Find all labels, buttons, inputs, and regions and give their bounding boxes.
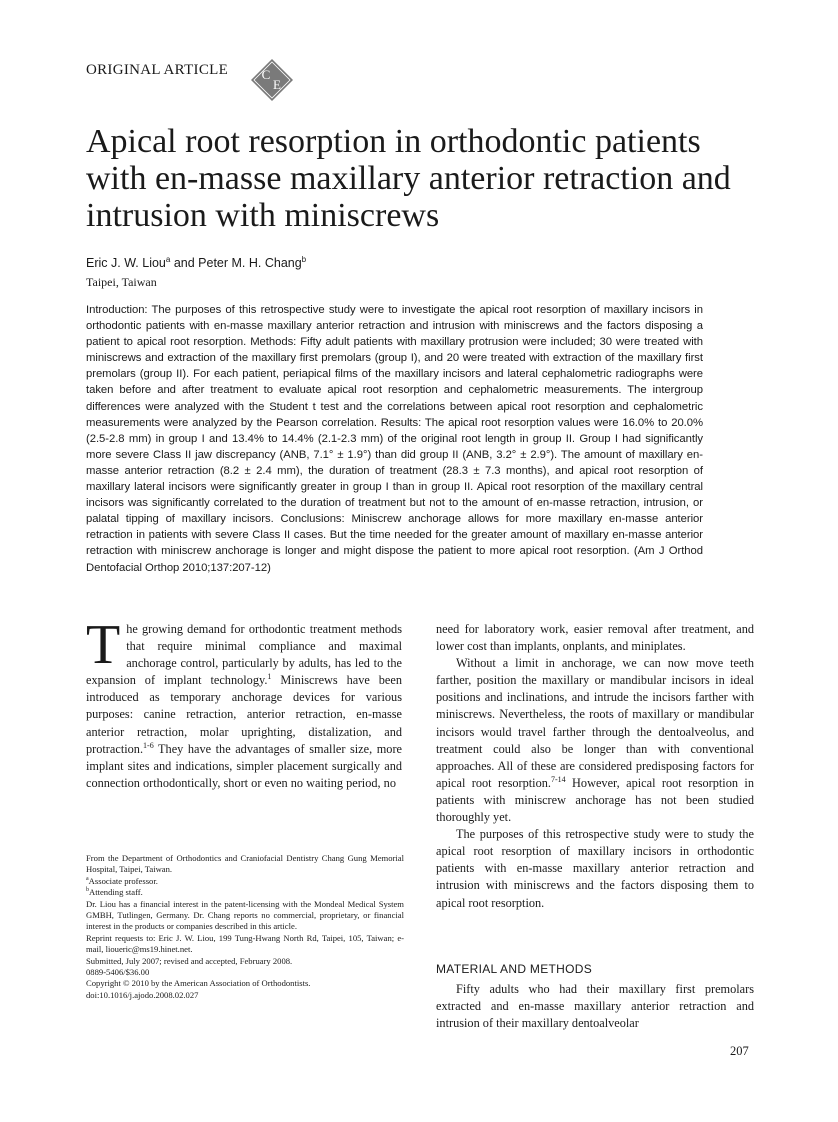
footnote-submitted: Submitted, July 2007; revised and accepted, February 2008. bbox=[86, 955, 293, 966]
footnote-a bbox=[86, 876, 404, 887]
intro-paragraph-1-continued: need for laboratory work, easier removal after treatment, and lower cost than implants, onplants, and miniplates. bbox=[436, 622, 754, 654]
footnote-price: 0889-5406/$36.00 bbox=[86, 967, 150, 978]
footnote-affiliation: From the Department of Orthodontics and Craniofacial Dentistry Chang Gung Memorial Hospital, Taipei, Taiwan. bbox=[86, 853, 404, 875]
footnote-disclosure: Dr. Liou has a financial interest in the patent-licensing with the Mondeal Medical System GMBH, Tutlingen, Germany. Dr. Chang reports no commercial, proprietary, or financial interest in the products or companies described in this article. bbox=[86, 898, 404, 932]
footnote-a-marker: a bbox=[86, 875, 89, 882]
body-column-left bbox=[86, 614, 402, 792]
intro-paragraph-1 bbox=[86, 614, 402, 792]
intro-text-3: They have the advantages of smaller size, more implant sites and indications, simpler placement surgically and connection orthodontically, short or even no waiting period, no bbox=[86, 741, 402, 790]
intro-p2-text-1: Without a limit in anchorage, we can now move teeth farther, position the maxillary or mandibular incisors in ideal positions and inclinations, and intrude the incisors farther with miniscrews. Nevertheless, the roots of maxillary or mandibular incisors would travel farther through the dentoalveolus, and treatment could also be longer than with conventional approaches. All of these are considered predisposing factors for apical root resorption. bbox=[436, 656, 754, 790]
author-1-affiliation: a bbox=[165, 254, 171, 264]
ref-1-6: 1-6 bbox=[143, 740, 154, 750]
author-conjunction: and bbox=[170, 256, 199, 270]
intro-text-1: he growing demand for orthodontic treatment methods that require minimal compliance and maximal anchorage control, particularly by adults, has led to the expansion of implant technology. bbox=[86, 622, 402, 688]
methods-heading: MATERIAL AND METHODS bbox=[436, 962, 593, 976]
abstract: Introduction: The purposes of this retrospective study were to investigate the apical root resorption of maxillary incisors in orthodontic patients with en-masse maxillary anterior retraction and intrusion with miniscrews and the factors disposing a patient to apical root resorption. Methods: Fifty adult patients with maxillary protrusion were included; 30 were treated with miniscrews and extraction of the maxillary first premolars (group I), and 20 were treated with extraction of the maxillary first premolars (group II). For each patient, periapical films of the maxillary incisors and lateral cephalometric radiographs were taken before and after treatment to evaluate apical root resorption and cephalometric measurements. The intergroup differences were analyzed with the Student t test and the correlations between apical root resorption and cephalometric measurements were analyzed by the Pearson correlation. Results: The apical root resorption values were 16.0% to 20.0% (2.5-2.8 mm) in group I and 13.4% to 14.4% (2.1-2.3 mm) of the original root length in group II. Group I had significantly more severe Class II jaw discrepancy (ANB, 7.1° ± 1.9°) than did group II (ANB, 3.2° ± 2.9°). The amount of maxillary en-masse anterior retraction (8.2 ± 2.4 mm), the duration of treatment (28.3 ± 7.3 months), and apical root resorption of maxillary lateral incisors were significantly greater in group I than in group II. Apical root resorption of the maxillary central incisors was significantly correlated to the duration of treatment but not to the amount of en-masse retraction, intrusion, or palatal tipping of maxillary incisors. Conclusions: Miniscrew anchorage allows for more maxillary en-masse anterior retraction in patients with severe Class II cases. But the time needed for the greater amount of maxillary en-masse anterior retraction with miniscrew anchorage is longer and might dispose the patient to more apical root resorption. (Am J Orthod Dentofacial Orthop 2010;137:207-12) bbox=[86, 304, 703, 574]
methods-paragraph-1: Fifty adults who had their maxillary first premolars extracted and en-masse maxillary anterior retraction and intrusion of their maxillary dentoalveolar bbox=[436, 982, 754, 1031]
intro-p2-text-2: However, apical root resorption in patients with miniscrew anchorage has not been studied thoroughly yet. bbox=[436, 775, 754, 825]
footnote-b-marker: b bbox=[86, 887, 89, 894]
footnote-a-text: Associate professor. bbox=[88, 875, 158, 886]
footnote-b-text: Attending staff. bbox=[89, 887, 143, 898]
author-location: Taipei, Taiwan bbox=[86, 275, 157, 289]
author-2-affiliation: b bbox=[301, 254, 307, 264]
footnote-reprint: Reprint requests to: Eric J. W. Liou, 199 Tung-Hwang North Rd, Taipei, 105, Taiwan; e-mail, lioueric@ms19.hinet.net. bbox=[86, 932, 404, 955]
author-line bbox=[86, 256, 306, 270]
ce-credit-badge bbox=[250, 58, 294, 102]
footnote-doi: doi:10.1016/j.ajodo.2008.02.027 bbox=[86, 989, 199, 1000]
footnotes bbox=[86, 853, 404, 1001]
footnote-copyright: Copyright © 2010 by the American Association of Orthodontists. bbox=[86, 978, 311, 989]
ref-7-14: 7-14 bbox=[550, 774, 566, 784]
article-title: Apical root resorption in orthodontic patients with en-masse maxillary anterior retraction and intrusion with miniscrews bbox=[86, 123, 731, 234]
badge-letter-e: E bbox=[273, 77, 281, 92]
ref-1: 1 bbox=[267, 672, 272, 682]
drop-cap: T bbox=[86, 614, 121, 676]
methods-column bbox=[436, 981, 754, 1032]
intro-paragraph-3: The purposes of this retrospective study were to study the apical root resorption of maxillary incisors in orthodontic patients with en-masse maxillary anterior retraction and intrusion with miniscrews and the factors disposing them to apical root resorption. bbox=[436, 827, 754, 910]
section-label: ORIGINAL ARTICLE bbox=[86, 62, 229, 78]
page-number: 207 bbox=[730, 1044, 749, 1058]
intro-paragraph-2 bbox=[436, 655, 754, 826]
badge-letter-c: C bbox=[261, 67, 271, 82]
body-column-right bbox=[436, 621, 754, 912]
intro-text-2: Miniscrews have been introduced as temporary anchorage devices for various purposes: canine retraction, anterior retraction, en-masse anterior retraction, molar uprighting, distalization, and protraction. bbox=[86, 673, 402, 756]
footnote-b bbox=[86, 887, 404, 898]
author-1: Eric J. W. Liou bbox=[86, 256, 166, 270]
author-2: Peter M. H. Chang bbox=[198, 256, 302, 270]
